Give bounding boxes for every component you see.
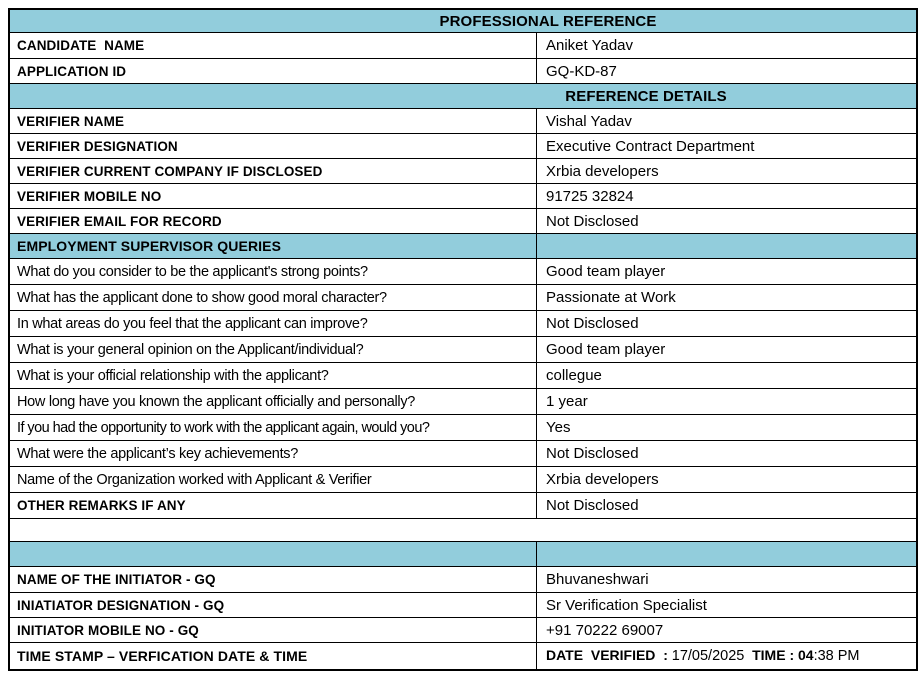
cell-label: [10, 593, 537, 617]
query-label: What do you consider to be the applicant's strong points?: [17, 263, 368, 280]
cell-value: [537, 441, 916, 466]
initiator-designation-label: INIATIATOR DESIGNATION - GQ: [17, 597, 225, 613]
table-row-organization-worked: [10, 467, 916, 493]
table-row-timestamp: [10, 643, 916, 669]
other-remarks-label: OTHER REMARKS IF ANY: [17, 498, 186, 513]
initiator-mobile-label: INITIATOR MOBILE NO - GQ: [17, 622, 199, 638]
cell-label: [10, 159, 537, 183]
query-value: Yes: [546, 419, 571, 436]
query-label: Name of the Organization worked with Applicant & Verifier: [17, 471, 372, 488]
verifier-company-label: VERIFIER CURRENT COMPANY IF DISCLOSED: [17, 163, 323, 179]
blank-cell-left: [10, 542, 537, 566]
initiator-designation-value: Sr Verification Specialist: [546, 596, 707, 614]
query-label: What has the applicant done to show good moral character?: [17, 289, 387, 306]
query-value: Good team player: [546, 263, 666, 280]
initiator-name-value: Bhuvaneshwari: [546, 571, 649, 588]
cell-value: [537, 363, 916, 388]
table-row-title: [10, 10, 916, 33]
cell-value: [537, 109, 916, 133]
table-row-query-general-opinion: [10, 337, 916, 363]
professional-reference-table: [8, 8, 918, 671]
cell-label: [10, 59, 537, 83]
query-value: 1 year: [546, 393, 588, 410]
cell-value: [537, 209, 916, 233]
cell-value: [537, 389, 916, 414]
query-value: Not Disclosed: [546, 315, 639, 332]
table-row-other-remarks: [10, 493, 916, 519]
cell-label: [10, 109, 537, 133]
cell-value: [537, 184, 916, 208]
section-header-professional-reference: [10, 10, 916, 32]
verifier-mobile-label: VERIFIER MOBILE NO: [17, 188, 162, 204]
query-label: What is your official relationship with the applicant?: [17, 367, 329, 384]
application-id-value: GQ-KD-87: [546, 62, 617, 80]
initiator-name-label: NAME OF THE INITIATOR - GQ: [17, 572, 216, 587]
cell-label: [10, 337, 537, 362]
table-row-verifier-company: [10, 159, 916, 184]
verifier-email-value: Not Disclosed: [546, 212, 639, 230]
verifier-name-value: Vishal Yadav: [546, 112, 632, 130]
query-value: collegue: [546, 367, 602, 384]
cell-label: [10, 567, 537, 592]
cell-value: [537, 493, 916, 518]
table-row-initiator-name: [10, 567, 916, 593]
verifier-company-value: Xrbia developers: [546, 162, 659, 180]
table-row-supervisor-queries-header: [10, 234, 916, 259]
title-text: PROFESSIONAL REFERENCE: [439, 12, 657, 30]
verifier-designation-label: VERIFIER DESIGNATION: [17, 138, 178, 154]
table-row-query-work-again: [10, 415, 916, 441]
timestamp-value: DATE VERIFIED : 17/05/2025 TIME : 04:38 PM: [546, 647, 860, 664]
cell-label: [10, 363, 537, 388]
blank-cell-right: [537, 542, 916, 566]
verifier-mobile-value: 91725 32824: [546, 187, 634, 205]
query-value: Passionate at Work: [546, 289, 676, 306]
cell-value: [537, 134, 916, 158]
cell-label: [10, 134, 537, 158]
query-label: If you had the opportunity to work with the applicant again, would you?: [17, 419, 430, 436]
cell-value: [537, 33, 916, 58]
cell-label: [10, 441, 537, 466]
candidate-name-value: Aniket Yadav: [546, 37, 634, 54]
application-id-label: APPLICATION ID: [17, 63, 127, 79]
table-row-verifier-mobile: [10, 184, 916, 209]
verifier-designation-value: Executive Contract Department: [546, 137, 755, 155]
cell-value: [537, 159, 916, 183]
table-row-query-moral-character: [10, 285, 916, 311]
query-label: How long have you known the applicant officially and personally?: [17, 393, 416, 410]
cell-label: [10, 618, 537, 642]
table-row-initiator-mobile: [10, 618, 916, 643]
table-row-initiator-designation: [10, 593, 916, 618]
table-row-verifier-email: [10, 209, 916, 234]
table-row-query-improve: [10, 311, 916, 337]
cell-label: [10, 285, 537, 310]
cell-label: [10, 33, 537, 58]
query-value: Xrbia developers: [546, 471, 659, 488]
table-row-query-strong-points: [10, 259, 916, 285]
section-header-reference-details: [10, 84, 916, 108]
cell-label: [10, 389, 537, 414]
cell-value: [537, 467, 916, 492]
other-remarks-value: Not Disclosed: [546, 497, 639, 514]
query-label: What were the applicant’s key achievements?: [17, 445, 299, 462]
cell-value: [537, 618, 916, 642]
section-header-supervisor-queries: [10, 234, 537, 258]
cell-value: [537, 259, 916, 284]
cell-label: [10, 311, 537, 336]
cell-label: [10, 467, 537, 492]
table-row-verifier-designation: [10, 134, 916, 159]
cell-value: [537, 337, 916, 362]
cell-value: [537, 285, 916, 310]
timestamp-label: TIME STAMP – VERFICATION DATE & TIME: [17, 648, 308, 664]
cell-value: [537, 643, 916, 669]
table-row-blank-white: [10, 519, 916, 542]
cell-label: [10, 415, 537, 440]
verifier-email-label: VERIFIER EMAIL FOR RECORD: [17, 213, 222, 229]
query-label: In what areas do you feel that the applicant can improve?: [17, 315, 368, 332]
cell-label: [10, 643, 537, 669]
cell-label: [10, 209, 537, 233]
table-row-blank-blue: [10, 542, 916, 567]
supervisor-queries-header-text: EMPLOYMENT SUPERVISOR QUERIES: [17, 238, 282, 254]
table-row-query-official-relationship: [10, 363, 916, 389]
table-row-reference-details-header: [10, 84, 916, 109]
table-row-query-key-achievements: [10, 441, 916, 467]
query-value: Good team player: [546, 341, 666, 358]
cell-value: [537, 311, 916, 336]
cell-label: [10, 184, 537, 208]
cell-label: [10, 493, 537, 518]
table-row-verifier-name: [10, 109, 916, 134]
table-row-application-id: [10, 59, 916, 84]
cell-value: [537, 593, 916, 617]
query-value: Not Disclosed: [546, 445, 639, 462]
table-row-query-known-how-long: [10, 389, 916, 415]
cell-value: [537, 59, 916, 83]
reference-details-header-text: REFERENCE DETAILS: [565, 87, 727, 105]
initiator-mobile-value: +91 70222 69007: [546, 621, 664, 639]
candidate-name-label: CANDIDATE NAME: [17, 38, 145, 53]
cell-value: [537, 415, 916, 440]
cell-value: [537, 567, 916, 592]
query-label: What is your general opinion on the Applicant/individual?: [17, 341, 364, 358]
table-row-candidate-name: [10, 33, 916, 59]
verifier-name-label: VERIFIER NAME: [17, 113, 125, 129]
cell-value-empty: [537, 234, 916, 258]
cell-label: [10, 259, 537, 284]
blank-cell: [10, 519, 916, 541]
